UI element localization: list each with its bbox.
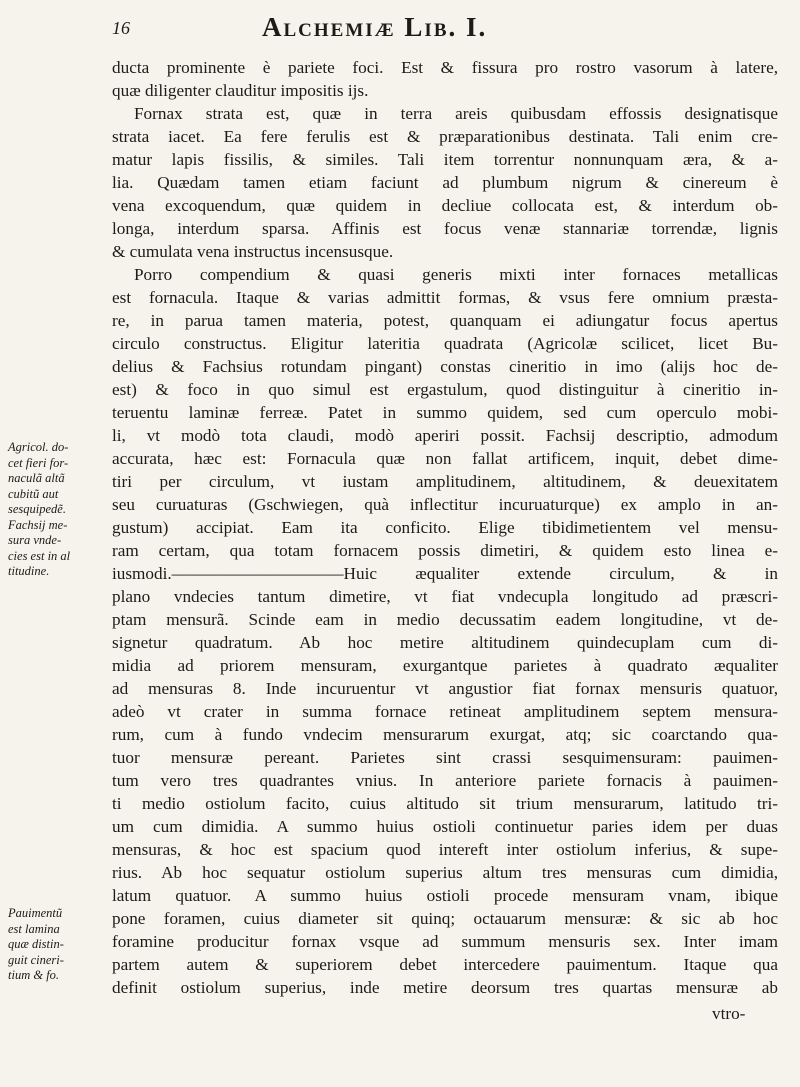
text-line: seu curuaturas (Gschwiegen, quà inflectitur incuruaturque) ex amplo in an-: [112, 495, 778, 514]
text-line: est fornacula. Itaque & varias admittit formas, & vsus fere omnium præsta-: [112, 288, 778, 307]
margin-note-line: Fachsij me-: [8, 517, 68, 532]
text-line: adeò vt crater in summa fornace retineat amplitudinem septem mensura-: [112, 702, 778, 721]
margin-note-line: cubitũ aut: [8, 486, 59, 501]
text-line: re, in parua tamen materia, potest, quanquam ei adiungatur focus apertus: [112, 311, 778, 330]
text-line: tuor mensuræ pereant. Parietes sint crassi sesquimensuram: pauimen-: [112, 748, 778, 767]
margin-note-line: quæ distin-: [8, 937, 64, 951]
text-line: gustum) accipiat. Eam ita conficito. Elige tibidimetientem vel mensu-: [112, 518, 778, 537]
text-line: ti medio ostiolum facito, cuius altitudo sit trium mensurarum, latitudo tri-: [112, 794, 778, 813]
text-line: iusmodi.——————————Huic æqualiter extende circulum, & in: [112, 564, 778, 583]
margin-note-line: titudine.: [8, 564, 50, 578]
text-line: lia. Quædam tamen etiam faciunt ad plumbum nigrum & cinereum è: [112, 173, 778, 192]
text-line: li, vt modò tota claudi, modò aperiri possit. Fachsij descriptio, admodum: [112, 426, 778, 445]
text-line: quæ diligenter clauditur impositis ijs.: [112, 81, 369, 100]
text-line: strata iacet. Ea fere ferulis est & præparationibus destinata. Tali enim cre-: [112, 127, 778, 146]
text-line: Fornax strata est, quæ in terra areis quibusdam effossis designatisque: [134, 104, 778, 123]
margin-note-line: tium & fo.: [8, 968, 60, 982]
margin-note-line: guit cineri-: [8, 952, 64, 967]
text-line: pone foramen, cuius diameter sit quinq; octauarum mensuræ: & sic ab hoc: [112, 909, 778, 928]
text-line: vena excoquendum, quæ quidem in decliue collocata est, & interdum ob-: [112, 196, 778, 215]
text-line: rius. Ab hoc sequatur ostiolum superius altum tres mensuras cum dimidia,: [112, 863, 778, 882]
text-line: plano vndecies tantum dimetire, vt fiat vndecupla longitudo ad præscri-: [112, 587, 778, 606]
margin-note-pavimentum: [8, 906, 108, 984]
text-line: est) & foco in quo simul est ergastulum, quod distinguitur à cineritio in-: [112, 380, 778, 399]
text-line: accurata, hæc est: Fornacula quæ non fallat artificem, inquit, debet dime-: [112, 449, 778, 468]
text-line: longa, interdum sparsa. Affinis est focus venæ stannariæ torrendæ, lignis: [112, 219, 778, 238]
text-line: definit ostiolum superius, inde metire deorsum tres quartas mensuræ ab: [112, 978, 778, 997]
text-line: um cum dimidia. A summo huius ostioli continuetur paries idem per duas: [112, 817, 778, 836]
margin-note-line: cet fieri for-: [8, 455, 69, 470]
text-line: circulo constructus. Eligitur lateritia quadrata (Agricolæ scilicet, licet Bu-: [112, 334, 778, 353]
text-line: partem autem & superiorem debet intercedere pauimentum. Itaque qua: [112, 955, 778, 974]
text-line: delius & Fachsius rotundam pingant) constas cineritio in imo (alijs hoc de-: [112, 357, 778, 376]
margin-note-line: Pauimentũ: [8, 906, 63, 920]
text-line: foramine producitur fornax vsque ad summum mensuris sex. Inter imam: [112, 932, 778, 951]
text-line: tum vero tres quadrantes vnius. In anteriore pariete fornacis à pauimen-: [112, 771, 778, 790]
body-text: [112, 56, 778, 1076]
text-line: latum quatuor. A summo huius ostioli procede mensuram vnam, ibique: [112, 886, 778, 905]
text-line: ad mensuras 8. Inde incuruentur vt angustior fiat fornax mensuris quatuor,: [112, 679, 778, 698]
text-line: midia ad priorem mensuram, exurgantque parietes à quadrato æqualiter: [112, 656, 778, 675]
text-line: teruentu laminæ ferreæ. Patet in summo quidem, sed cum operculo mobi-: [112, 403, 778, 422]
margin-note-line: sesquipedẽ.: [8, 502, 66, 516]
text-line: mensuras, & hoc est spacium quod intereft inter ostiolum inferius, & supe-: [112, 840, 778, 859]
margin-note-line: sura vnde-: [8, 533, 62, 547]
margin-note-line: est lamina: [8, 921, 60, 936]
running-head: Alchemiæ Lib. I.: [262, 12, 488, 42]
text-line: Porro compendium & quasi generis mixti inter fornaces metallicas: [134, 265, 778, 284]
margin-note-line: cies est in al: [8, 548, 71, 563]
text-line: ducta prominente è pariete foci. Est & fissura pro rostro vasorum à latere,: [112, 58, 778, 77]
margin-note-agricola: [8, 440, 108, 580]
page-number: 16: [112, 18, 130, 38]
text-line: ram certam, qua totam fornacem possis dimetiri, & quidem esto linea e-: [112, 541, 778, 560]
page-header: [112, 12, 672, 46]
text-line: matur lapis fissilis, & similes. Tali item torrentur nonnunquam æra, & a-: [112, 150, 778, 169]
margin-note-line: Agricol. do-: [8, 440, 69, 454]
text-line: signetur quadratum. Ab hoc metire altitudinem quindecuplam cum di-: [112, 633, 778, 652]
text-line: rum, cum à fundo vndecim mensurarum exurgat, atq; sic coarctando qua-: [112, 725, 778, 744]
catchword: vtro-: [712, 1004, 746, 1023]
margin-note-line: naculã altã: [8, 471, 65, 485]
text-line: tiri per circulum, vt iustam amplitudinem, altitudinem, & deuexitatem: [112, 472, 778, 491]
text-line: ptam mensurã. Scinde eam in medio decussatim eadem longitudine, vt de-: [112, 610, 778, 629]
text-line: & cumulata vena instructus incensusque.: [112, 242, 394, 261]
